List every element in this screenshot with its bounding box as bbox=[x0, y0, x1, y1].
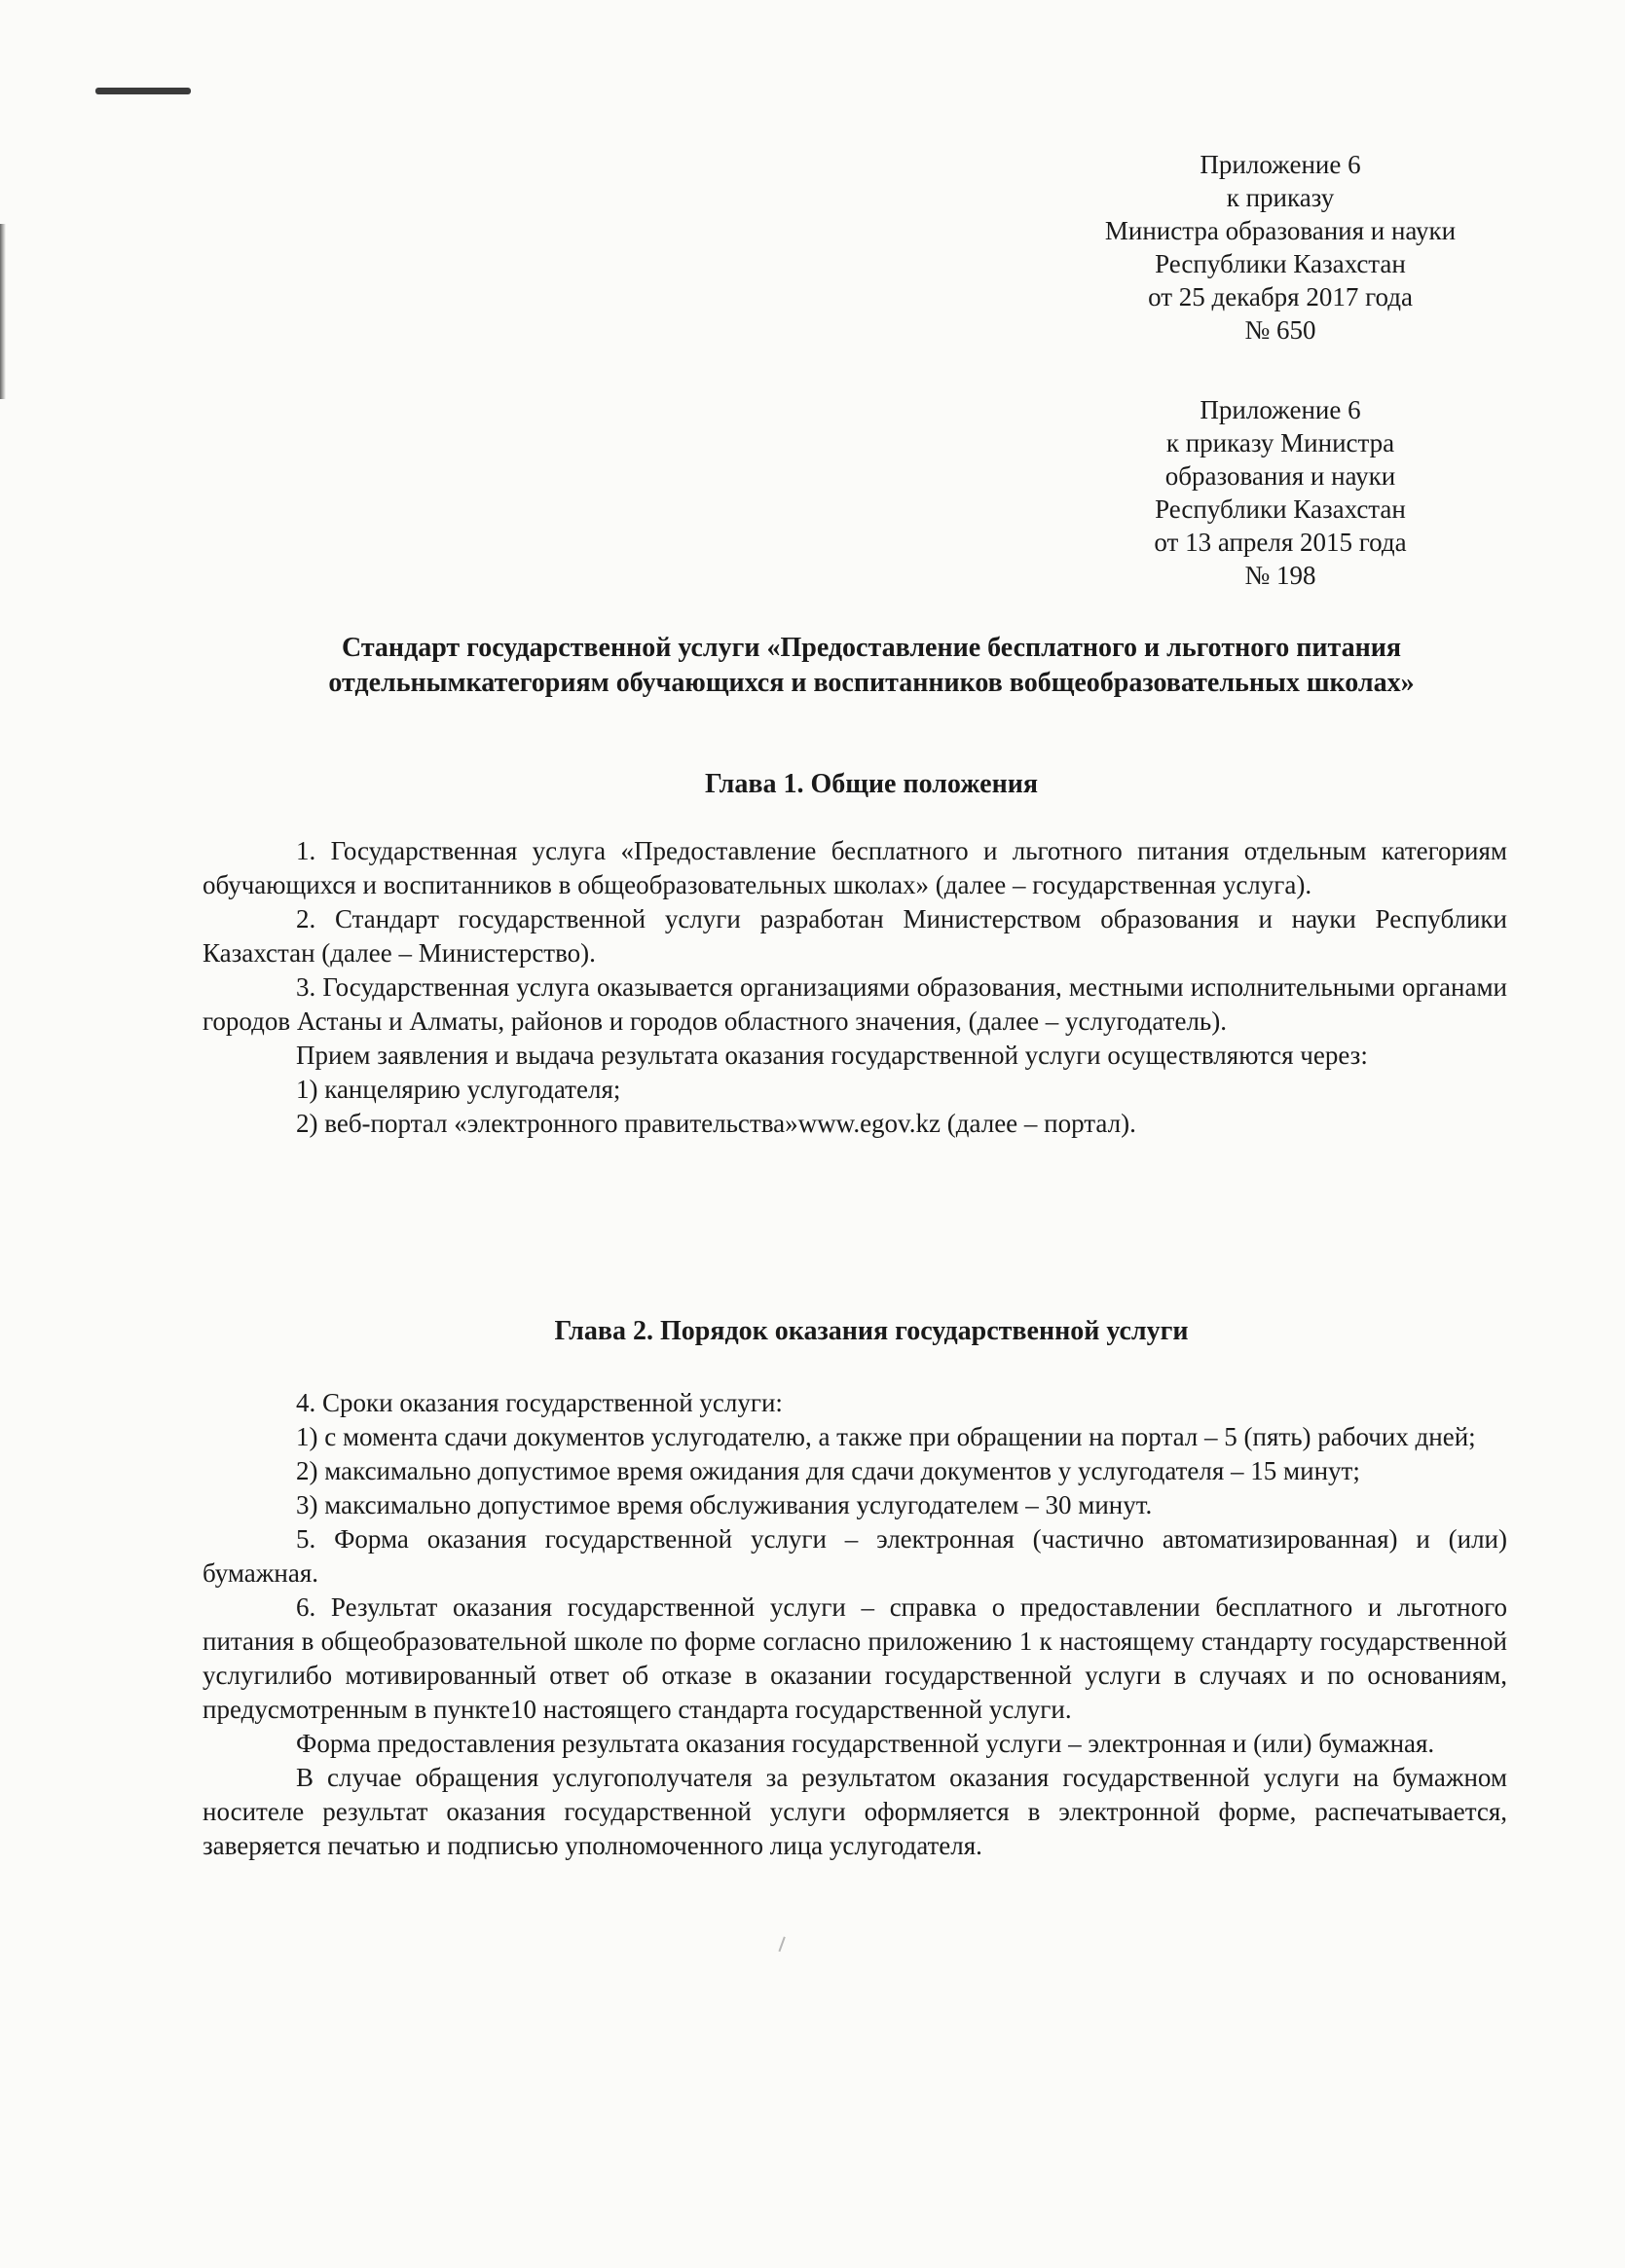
list-item: 2) максимально допустимое время ожидания для сдачи документов у услугодателя – 15 минут; bbox=[296, 1456, 1360, 1485]
chapter-2-body bbox=[203, 1386, 1507, 1863]
approval-block-2015 bbox=[1047, 393, 1514, 592]
document-title-line: отдельнымкатегориям обучающихся и воспитанников вобщеобразовательных школах» bbox=[328, 668, 1415, 698]
paragraph: 6. Результат оказания государственной услуги – справка о предоставлении бесплатного и льготного питания в общеобразовательной школе по форме согласно приложению 1 к настоящему стандарту государственной услугилибо мотивированный ответ об отказе в оказании государственной услуги в случаях и по основаниям, предусмотренным в пункте10 настоящего стандарта государственной услуги. bbox=[203, 1592, 1507, 1724]
paragraph: 2. Стандарт государственной услуги разработан Министерством образования и науки Республики Казахстан (далее – Министерство). bbox=[203, 904, 1507, 968]
approval-line: № 650 bbox=[1244, 315, 1316, 345]
scan-shadow-edge bbox=[0, 224, 6, 399]
paragraph: В случае обращения услугополучателя за результатом оказания государственной услуги на бумажном носителе результат оказания государственной услуги оформляется в электронной форме, распечатывается, заверяется печатью и подписью уполномоченного лица услугодателя. bbox=[203, 1763, 1507, 1860]
chapter-1-body bbox=[203, 834, 1507, 1141]
approval-line: Приложение 6 bbox=[1200, 150, 1361, 179]
approval-line: образования и науки bbox=[1164, 461, 1396, 491]
list-item: 1) с момента сдачи документов услугодателю, а также при обращении на портал – 5 (пять) рабочих дней; bbox=[296, 1422, 1476, 1451]
staple-mark bbox=[95, 88, 191, 94]
approval-line: Республики Казахстан bbox=[1155, 494, 1406, 524]
paragraph: 4. Сроки оказания государственной услуги: bbox=[296, 1388, 783, 1417]
approval-line: № 198 bbox=[1244, 561, 1316, 590]
list-item: 1) канцелярию услугодателя; bbox=[296, 1075, 621, 1104]
approval-line: Министра образования и науки bbox=[1104, 216, 1457, 245]
approval-block-2017 bbox=[1047, 148, 1514, 347]
approval-line: к приказу Министра bbox=[1165, 428, 1395, 457]
scan-speck bbox=[778, 1936, 789, 1953]
paragraph: Форма предоставления результата оказания государственной услуги – электронная и (или) бумажная. bbox=[296, 1729, 1435, 1758]
document-title bbox=[195, 631, 1548, 701]
list-item: 2) веб-портал «электронного правительства»www.egov.kz (далее – портал). bbox=[296, 1109, 1136, 1138]
approval-line: от 13 апреля 2015 года bbox=[1154, 528, 1407, 557]
approval-line: к приказу bbox=[1226, 183, 1335, 212]
approval-line: от 25 декабря 2017 года bbox=[1148, 282, 1413, 311]
paragraph: 5. Форма оказания государственной услуги – электронная (частично автоматизированная) и (или) бумажная. bbox=[203, 1524, 1507, 1588]
chapter-2-heading: Глава 2. Порядок оказания государственной услуги bbox=[554, 1316, 1189, 1346]
list-item: 3) максимально допустимое время обслуживания услугодателем – 30 минут. bbox=[296, 1490, 1153, 1519]
approval-line: Приложение 6 bbox=[1200, 395, 1361, 424]
paragraph: Прием заявления и выдача результата оказания государственной услуги осуществляются через: bbox=[296, 1041, 1368, 1070]
paragraph: 3. Государственная услуга оказывается организациями образования, местными исполнительными органами городов Астаны и Алматы, районов и городов областного значения, (далее – услугодатель). bbox=[203, 972, 1507, 1036]
document-title-line: Стандарт государственной услуги «Предоставление бесплатного и льготного питания bbox=[341, 633, 1401, 663]
approval-line: Республики Казахстан bbox=[1155, 249, 1406, 278]
paragraph: 1. Государственная услуга «Предоставление бесплатного и льготного питания отдельным категориям обучающихся и воспитанников в общеобразовательных школах» (далее – государственная услуга). bbox=[203, 836, 1507, 899]
chapter-1-heading: Глава 1. Общие положения bbox=[704, 769, 1038, 799]
